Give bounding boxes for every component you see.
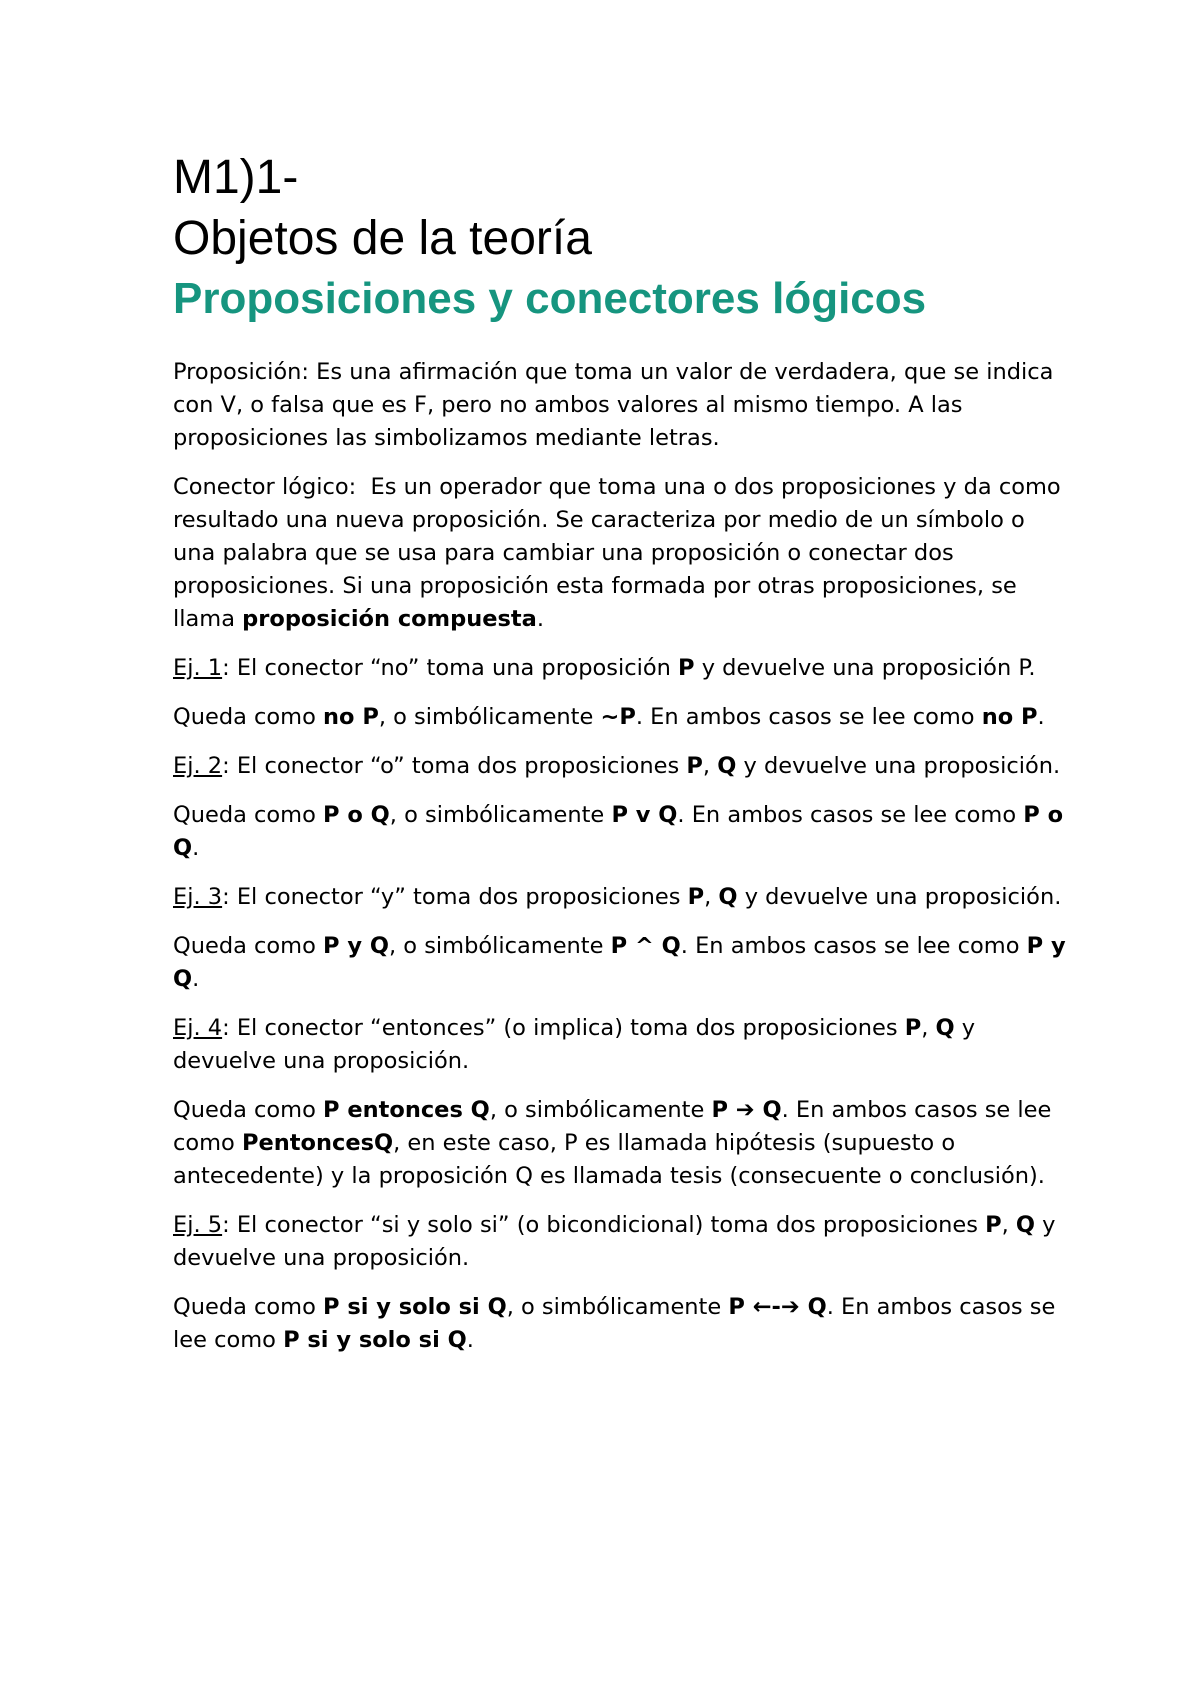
example-label: Ej. 5 (173, 1212, 223, 1239)
example-1-result (173, 701, 1073, 734)
bold-reading: P si y solo si Q (283, 1327, 467, 1354)
definition-proposicion: Proposición: Es una afirmación que toma un valor de verdadera, que se indica con V, o falsa que es F, pero no ambos valores al mismo tiempo. A las proposiciones las simbolizamos mediante letras. (173, 359, 1061, 452)
bold-reading: P y Q (173, 933, 1074, 993)
example-label: Ej. 4 (173, 1015, 223, 1042)
text: : El conector “no” toma una proposición (222, 655, 679, 682)
bold-symbol: P (687, 884, 705, 911)
text: Queda como (173, 933, 324, 960)
bold-symbol: Q (1015, 1212, 1036, 1239)
example-2 (173, 750, 1073, 783)
text: y devuelve una proposición P. (694, 655, 1036, 682)
text: y devuelve una proposición. (173, 1212, 1063, 1272)
text: , (702, 753, 718, 780)
definition-conector (173, 471, 1073, 636)
text: Queda como (173, 1294, 324, 1321)
text: Queda como (173, 802, 324, 829)
text: , (921, 1015, 936, 1042)
bold-symbol: P (686, 753, 703, 780)
text: . (192, 966, 200, 993)
bold-reading: PentoncesQ (241, 1130, 394, 1157)
text: . (192, 835, 200, 862)
title-line-1: M1)1- (173, 151, 299, 204)
text: . En ambos casos se lee como (680, 933, 1027, 960)
text: : El conector “entonces” (o implica) toma dos proposiciones (222, 1015, 905, 1042)
bold-symbolic: P ←-➔ Q (728, 1294, 827, 1321)
text: . En ambos casos se lee como (173, 1294, 1063, 1354)
text: . En ambos casos se lee como (635, 704, 982, 731)
bold-expression: P si y solo si Q (323, 1294, 507, 1321)
example-label: Ej. 3 (173, 884, 223, 911)
example-3 (173, 881, 1073, 914)
text: . En ambos casos se lee como (677, 802, 1024, 829)
example-2-result (173, 799, 1073, 865)
bold-symbol: P (985, 1212, 1002, 1239)
text: Conector lógico: Es un operador que toma una o dos proposiciones y da como resultado una nueva proposición. Se caracteriza por medio de un símbolo o una palabra que se usa para cambiar una proposición o conectar dos proposiciones. Si una proposición esta formada por otras proposiciones, se llama (173, 474, 1068, 633)
example-3-result (173, 930, 1073, 996)
text: . (536, 606, 544, 633)
bold-symbol: Q (718, 884, 738, 911)
text: Queda como (173, 704, 324, 731)
bold-expression: P y Q (323, 933, 389, 960)
bold-symbol: Q (935, 1015, 955, 1042)
text: , o simbólicamente (378, 704, 601, 731)
text: , o simbólicamente (388, 933, 611, 960)
bold-reading: P o Q (173, 802, 1071, 862)
title-line-2: Objetos de la teoría (173, 211, 592, 265)
text: , en este caso, P es llamada hipótesis (supuesto o antecedente) y la proposición Q es llamada tesis (consecuente o conclusión). (173, 1130, 1045, 1190)
text: , (1001, 1212, 1016, 1239)
bold-reading: no P (981, 704, 1038, 731)
bold-expression: no P (323, 704, 379, 731)
text: : El conector “y” toma dos proposiciones (222, 884, 688, 911)
example-5-result (173, 1291, 1073, 1357)
example-4-result (173, 1094, 1073, 1193)
example-label: Ej. 2 (173, 753, 223, 780)
text: : El conector “si y solo si” (o bicondicional) toma dos proposiciones (222, 1212, 986, 1239)
text: , o simbólicamente (489, 1097, 712, 1124)
example-4 (173, 1012, 1073, 1078)
bold-symbol: P (904, 1015, 922, 1042)
example-5 (173, 1209, 1073, 1275)
text: , o simbólicamente (389, 802, 612, 829)
bold-symbol: Q (717, 753, 737, 780)
document-page (173, 150, 1073, 1373)
text: . (1037, 704, 1045, 731)
text: , (704, 884, 719, 911)
bold-term: proposición compuesta (242, 606, 537, 633)
text: : El conector “o” toma dos proposiciones (222, 753, 687, 780)
text: Queda como (173, 1097, 324, 1124)
example-label: Ej. 1 (173, 655, 223, 682)
bold-symbolic: P ➔ Q (711, 1097, 782, 1124)
bold-expression: P o Q (323, 802, 390, 829)
bold-symbol: P (678, 655, 695, 682)
text: , o simbólicamente (506, 1294, 729, 1321)
text: y devuelve una proposición. (173, 1015, 983, 1075)
bold-symbolic: P v Q (611, 802, 678, 829)
bold-expression: P entonces Q (323, 1097, 490, 1124)
bold-symbolic: P ^ Q (610, 933, 681, 960)
bold-symbolic: ~P (600, 704, 636, 731)
text: y devuelve una proposición. (736, 753, 1061, 780)
section-heading: Proposiciones y conectores lógicos (173, 274, 927, 324)
example-1 (173, 652, 1073, 685)
text: . En ambos casos se lee como (173, 1097, 1059, 1157)
text: y devuelve una proposición. (737, 884, 1062, 911)
text: . (466, 1327, 474, 1354)
